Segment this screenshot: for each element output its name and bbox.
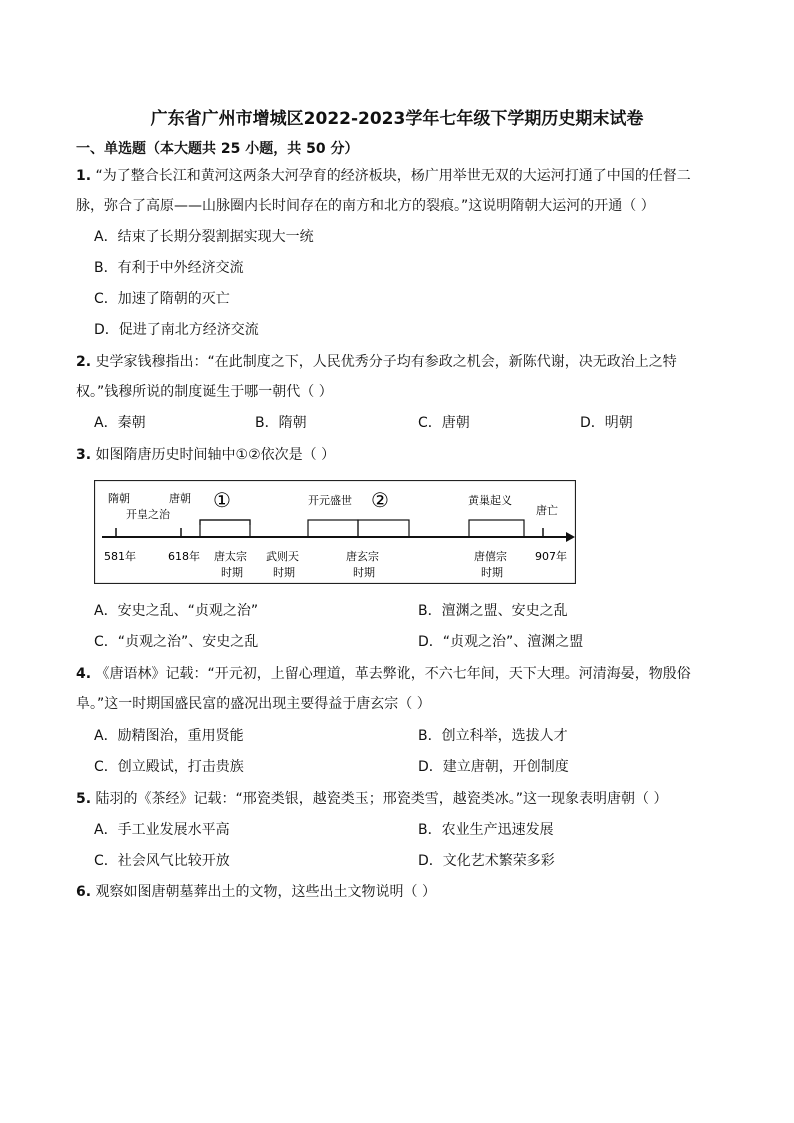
label-tang: 唐朝 <box>169 492 191 505</box>
label-kaiyuan: 开元盛世 <box>308 494 352 507</box>
q3-option-c[interactable]: C．“贞观之治”、安史之乱 <box>94 634 259 650</box>
q1-option-d[interactable]: D．促进了南北方经济交流 <box>94 322 259 338</box>
section-heading: 一、单选题（本大题共 25 小题，共 50 分） <box>76 141 359 157</box>
q3-option-a[interactable]: A．安史之乱、“贞观之治” <box>94 603 259 619</box>
question-number: 6. <box>76 884 92 900</box>
q3-option-b[interactable]: B．澶渊之盟、安史之乱 <box>418 603 568 619</box>
question-2-line-2: 权。”钱穆所说的制度诞生于哪一朝代（ ） <box>76 384 333 400</box>
exam-title: 广东省广州市增城区2022-2023学年七年级下学期历史期末试卷 <box>150 109 644 129</box>
question-number: 1. <box>76 168 92 184</box>
q4-option-a[interactable]: A．励精图治，重用贤能 <box>94 728 244 744</box>
question-6-line-1 <box>76 882 436 902</box>
question-text: 陆羽的《茶经》记载：“邢瓷类银，越瓷类玉；邢瓷类雪，越瓷类冰。”这一现象表明唐朝（ ） <box>95 791 668 807</box>
q2-option-a[interactable]: A．秦朝 <box>94 415 146 431</box>
question-text: 史学家钱穆指出：“在此制度之下，人民优秀分子均有参政之机会，新陈代谢，决无政治上之特 <box>95 354 677 370</box>
year-581: 581年 <box>104 550 136 563</box>
q2-option-d[interactable]: D．明朝 <box>580 415 633 431</box>
question-text: 《唐语林》记载：“开元初，上留心理道，革去弊讹，不六七年间，天下大理。河清海晏，物殷俗 <box>95 666 691 682</box>
question-number: 4. <box>76 666 92 682</box>
question-4-line-2: 阜。”这一时期国盛民富的盛况出现主要得益于唐玄宗（ ） <box>76 696 431 712</box>
period-xuanzong: 唐玄宗 <box>346 550 379 563</box>
question-number: 3. <box>76 447 92 463</box>
label-tang-end: 唐亡 <box>536 504 558 517</box>
q5-option-c[interactable]: C．社会风气比较开放 <box>94 853 230 869</box>
question-text: 观察如图唐朝墓葬出土的文物，这些出土文物说明（ ） <box>95 884 436 900</box>
q4-option-b[interactable]: B．创立科举，选拔人才 <box>418 728 568 744</box>
q4-option-c[interactable]: C．创立殿试，打击贵族 <box>94 759 244 775</box>
question-4-line-1 <box>76 664 691 684</box>
q5-option-d[interactable]: D．文化艺术繁荣多彩 <box>418 853 555 869</box>
question-number: 2. <box>76 354 92 370</box>
question-1-line-1 <box>76 166 691 186</box>
question-text: “为了整合长江和黄河这两条大河孕育的经济板块，杨广用举世无双的大运河打通了中国的任督二 <box>95 168 691 184</box>
question-1-line-2: 脉，弥合了高原——山脉圈内长时间存在的南方和北方的裂痕。”这说明隋朝大运河的开通（ ） <box>76 198 655 214</box>
timeline-figure <box>94 480 576 584</box>
period-wuzetian-suffix: 时期 <box>273 566 295 579</box>
q1-option-b[interactable]: B．有利于中外经济交流 <box>94 260 244 276</box>
q5-option-b[interactable]: B．农业生产迅速发展 <box>418 822 554 838</box>
label-circle-1: ① <box>213 488 231 512</box>
label-sui: 隋朝 <box>108 492 130 505</box>
question-text: 如图隋唐历史时间轴中①②依次是（ ） <box>95 447 336 463</box>
q5-option-a[interactable]: A．手工业发展水平高 <box>94 822 230 838</box>
q4-option-d[interactable]: D．建立唐朝，开创制度 <box>418 759 569 775</box>
period-wuzetian: 武则天 <box>266 550 299 563</box>
year-907: 907年 <box>535 550 567 563</box>
question-number: 5. <box>76 791 92 807</box>
period-xizong: 唐僖宗 <box>474 550 507 563</box>
period-taizong: 唐太宗 <box>214 550 247 563</box>
period-taizong-suffix: 时期 <box>221 566 243 579</box>
question-2-line-1 <box>76 352 677 372</box>
q2-option-c[interactable]: C．唐朝 <box>418 415 470 431</box>
period-xizong-suffix: 时期 <box>481 566 503 579</box>
label-huangchao: 黄巢起义 <box>468 494 512 507</box>
q2-option-b[interactable]: B．隋朝 <box>255 415 307 431</box>
period-xuanzong-suffix: 时期 <box>353 566 375 579</box>
label-kaihuang: 开皇之治 <box>126 508 170 521</box>
q1-option-a[interactable]: A．结束了长期分裂割据实现大一统 <box>94 229 314 245</box>
question-3-line-1 <box>76 445 335 465</box>
label-circle-2: ② <box>371 488 389 512</box>
q3-option-d[interactable]: D．“贞观之治”、澶渊之盟 <box>418 634 584 650</box>
q1-option-c[interactable]: C．加速了隋朝的灭亡 <box>94 291 230 307</box>
question-5-line-1 <box>76 789 667 809</box>
year-618: 618年 <box>168 550 200 563</box>
